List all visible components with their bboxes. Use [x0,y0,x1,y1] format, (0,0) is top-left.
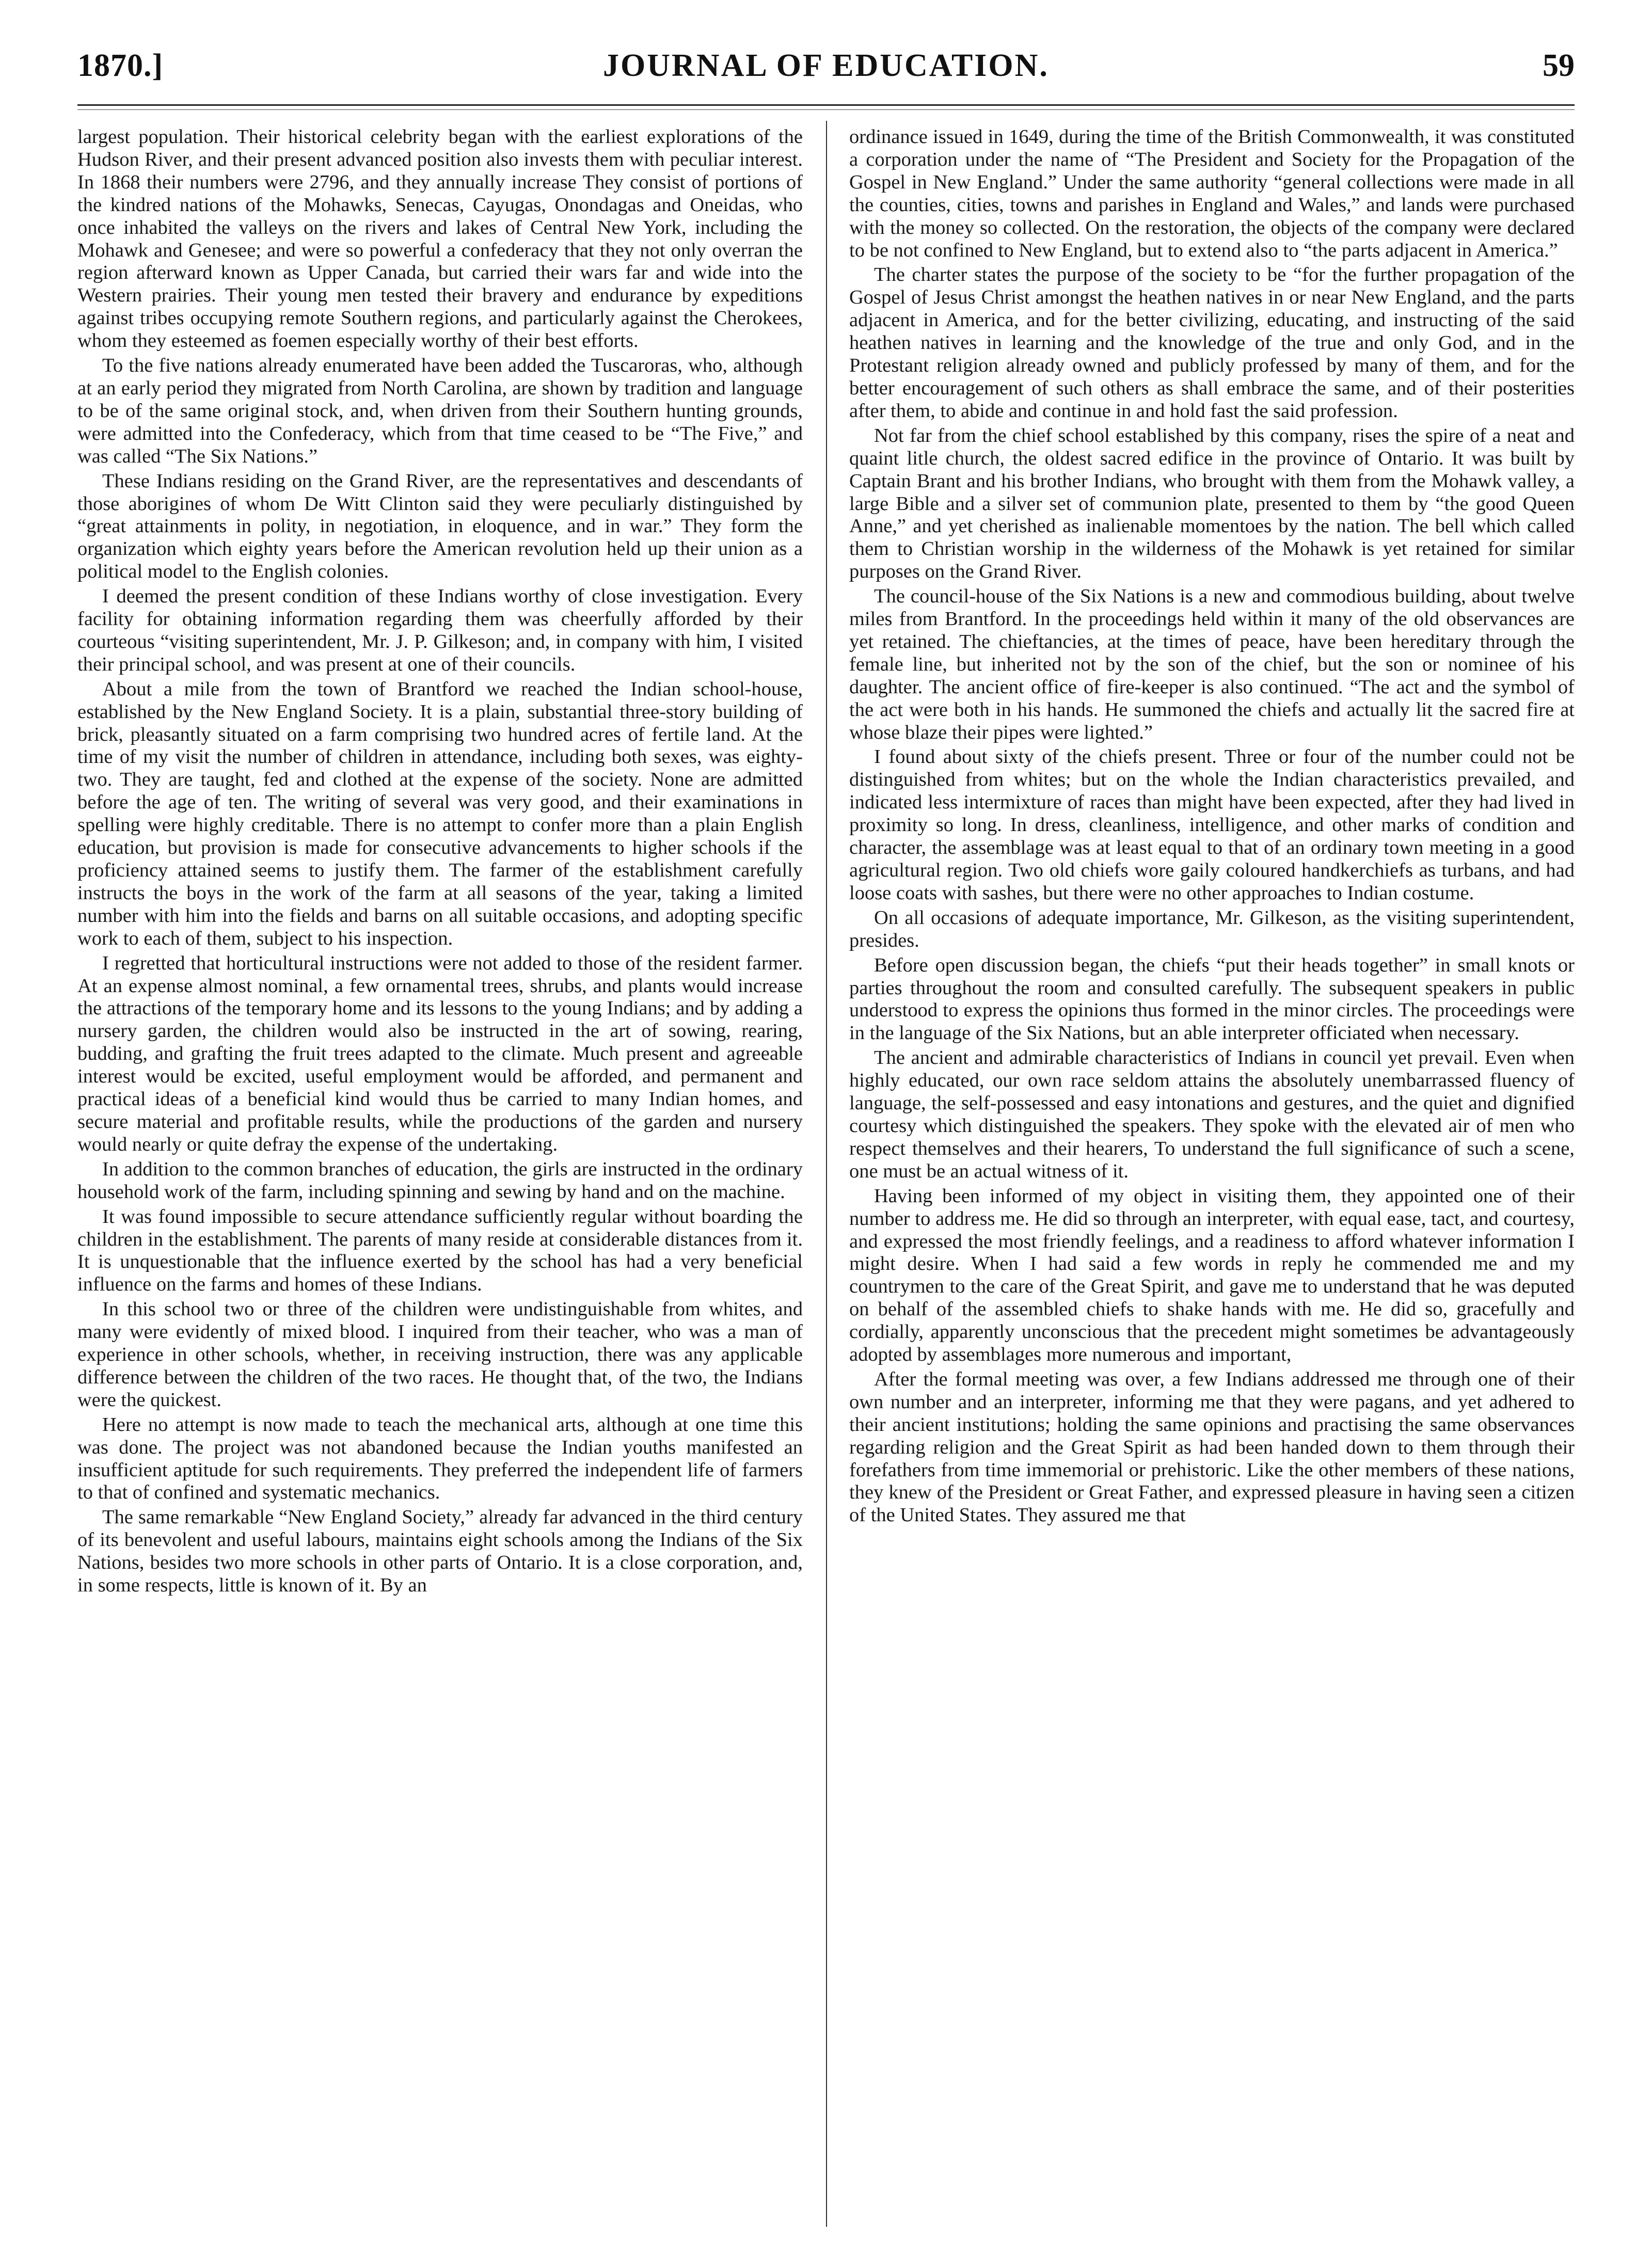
header-year: 1870.] [77,48,164,83]
paragraph: After the formal meeting was over, a few Indians addressed me through one of their own number and an interpreter, informing me that they were pagans, and yet adhered to their ancient institutions; holding the same opinions and practising the same observances regarding religion and the Great Spirit as had been handed down to them through their forefathers from time immemorial or prehistoric. Like the other members of these nations, they knew of the President or Great Father, and expressed pleasure in having seen a citizen of the United States. They assured me that [849,1368,1575,1526]
header-rule [77,104,1575,106]
paragraph: Not far from the chief school established by this company, rises the spire of a neat and quaint litle church, the oldest sacred edifice in the province of Ontario. It was built by Captain Brant and his brother Indians, who brought with them from the Mohawk valley, a large Bible and a silver set of communion plate, presented to them by “the good Queen Anne,” and yet cherished as inalienable momentoes by the nation. The bell which called them to Christian worship in the wilderness of the Mohawk is yet retained for similar purposes on the Grand River. [849,424,1575,583]
running-head [77,43,1575,90]
paragraph: I deemed the present condition of these Indians worthy of close investigation. Every facility for obtaining information regarding them was cheerfully afforded by their courteous “visiting superintendent, Mr. J. P. Gilkeson; and, in company with him, I visited their principal school, and was present at one of their councils. [77,585,803,675]
paragraph: The ancient and admirable characteristics of Indians in council yet prevail. Even when highly educated, our own race seldom attains the absolutely unembarrassed fluency of language, the self-possessed and easy intonations and gestures, and the quiet and dignified courtesy which distinguished the speakers. They spoke with the elevated air of men who respect themselves and their hearers, To understand the full significance of such a scene, one must be an actual witness of it. [849,1047,1575,1182]
paragraph: Here no attempt is now made to teach the mechanical arts, although at one time this was done. The project was not abandoned because the Indian youths manifested an insufficient aptitude for such requirements. They preferred the independent life of farmers to that of confined and systematic mechanics. [77,1413,803,1504]
right-column [849,126,1575,2222]
column-divider [826,121,827,2227]
paragraph: Before open discussion began, the chiefs “put their heads together” in small knots or parties throughout the room and consulted carefully. The subsequent speakers in public understood to express the opinions thus formed in the minor circles. The proceedings were in the language of the Six Nations, but an able interpreter officiated when necessary. [849,954,1575,1044]
header-rule-thin [77,109,1575,110]
paragraph: The charter states the purpose of the society to be “for the further propagation of the Gospel of Jesus Christ amongst the heathen natives in or near New England, and the parts adjacent in America, and for the better civilizing, educating, and instructing of the said heathen natives in learning and the knowledge of the true and only God, and in the Protestant religion already owned and publicly professed by many of them, and for the better encouragement of such others as shall embrace the same, and of their posterities after them, to abide and continue in and hold fast the said profession. [849,264,1575,422]
paragraph: largest population. Their historical celebrity began with the earliest explorations of the Hudson River, and their present advanced position also invests them with peculiar interest. In 1868 their numbers were 2796, and they annually increase They consist of portions of the kindred nations of the Mohawks, Senecas, Cayugas, Onondagas and Oneidas, who once inhabited the valleys on the rivers and lakes of Central New York, including the Mohawk and Genesee; and were so powerful a confederacy that they not only overran the region afterward known as Upper Canada, but carried their wars far and wide into the Western prairies. Their young men tested their bravery and endurance by expeditions against tribes occupying remote Southern regions, and particularly against the Cherokees, whom they esteemed as foemen especially worthy of their best efforts. [77,126,803,352]
paragraph: These Indians residing on the Grand River, are the representatives and descendants of those aborigines of whom De Witt Clinton said they were peculiarly distinguished by “great attainments in polity, in negotiation, in eloquence, and in war.” They form the organization which eighty years before the American revolution held up their union as a political model to the English colonies. [77,470,803,583]
journal-title: JOURNAL OF EDUCATION. [603,48,1049,83]
paragraph: ordinance issued in 1649, during the time of the British Commonwealth, it was constituted a corporation under the name of “The President and Society for the Propagation of the Gospel in New England.” Under the same authority “general collections were made in all the counties, cities, towns and parishes in England and Wales,” and lands were purchased with the money so collected. On the restoration, the objects of the company were declared to be not confined to New England, but to extend also to “the parts adjacent in America.” [849,126,1575,261]
left-column [77,126,803,2222]
paragraph: On all occasions of adequate importance, Mr. Gilkeson, as the visiting superintendent, presides. [849,906,1575,951]
paragraph: The same remarkable “New England Society,” already far advanced in the third century of its benevolent and useful labours, maintains eight schools among the Indians of the Six Nations, besides two more schools in other parts of Ontario. It is a close corporation, and, in some respects, little is known of it. By an [77,1506,803,1597]
paragraph: In addition to the common branches of education, the girls are instructed in the ordinary household work of the farm, including spinning and sewing by hand and on the machine. [77,1158,803,1203]
paragraph: In this school two or three of the children were undistinguishable from whites, and many were evidently of mixed blood. I inquired from their teacher, who was a man of experience in other schools, whether, in receiving instruction, there was any applicable difference between the children of the two races. He thought that, of the two, the Indians were the quickest. [77,1298,803,1411]
paragraph: I found about sixty of the chiefs present. Three or four of the number could not be distinguished from whites; but on the whole the Indian characteristics prevailed, and indicated less intermixture of races than might have been expected, after they had lived in proximity so long. In dress, cleanliness, intelligence, and other marks of condition and character, the assemblage was at least equal to that of an ordinary town meeting in a good agricultural region. Two old chiefs wore gaily coloured handkerchiefs as turbans, and had loose coats with sashes, but there were no other approaches to Indian costume. [849,746,1575,904]
paragraph: The council-house of the Six Nations is a new and commodious building, about twelve miles from Brantford. In the proceedings held within it many of the old observances are yet retained. The chieftancies, at the times of peace, have been hereditary through the female line, but inherited not by the son of the chief, but the son or nominee of his daughter. The ancient office of fire-keeper is also continued. “The act and the symbol of the act were both in his hands. He summoned the chiefs and actually lit the sacred fire at whose blaze their pipes were lighted.” [849,585,1575,743]
paragraph: I regretted that horticultural instructions were not added to those of the resident farmer. At an expense almost nominal, a few ornamental trees, shrubs, and plants would increase the attractions of the temporary home and its lessons to the young Indians; and by adding a nursery garden, the children would also be instructed in the art of sowing, rearing, budding, and grafting the fruit trees adapted to the climate. Much present and agreeable interest would be excited, useful employment would be afforded, and permanent and practical ideas of a beneficial kind would thus be carried to many Indian homes, and secure material and profitable results, while the productions of the garden and nursery would nearly or quite defray the expense of the undertaking. [77,952,803,1155]
paragraph: Having been informed of my object in visiting them, they appointed one of their number to address me. He did so through an interpreter, with equal ease, tact, and courtesy, and expressed the most friendly feelings, and a readiness to afford whatever information I might desire. When I had said a few words in reply he commended me and my countrymen to the care of the Great Spirit, and gave me to understand that he was deputed on behalf of the assembled chiefs to shake hands with me. He did so, gracefully and cordially, apparently unconscious that the precedent might sometimes be advantageously adopted by assemblages more numerous and important, [849,1185,1575,1366]
paragraph: It was found impossible to secure attendance sufficiently regular without boarding the children in the establishment. The parents of many reside at considerable distances from it. It is unquestionable that the influence exerted by the school has had a very beneficial influence on the farms and homes of these Indians. [77,1205,803,1296]
page-number: 59 [1543,48,1575,83]
paragraph: To the five nations already enumerated have been added the Tuscaroras, who, although at an early period they migrated from North Carolina, are shown by tradition and language to be of the same original stock, and, when driven from their Southern hunting grounds, were admitted into the Confederacy, which from that time ceased to be “The Five,” and was called “The Six Nations.” [77,355,803,467]
paragraph: About a mile from the town of Brantford we reached the Indian school-house, established by the New England Society. It is a plain, substantial three-story building of brick, pleasantly situated on a farm comprising two hundred acres of fertile land. At the time of my visit the number of children in attendance, including both sexes, was eighty-two. They are taught, fed and clothed at the expense of the society. None are admitted before the age of ten. The writing of several was very good, and their examinations in spelling were highly creditable. There is no attempt to confer more than a plain English education, but provision is made for consecutive advancements to higher schools if the proficiency attained seems to justify them. The farmer of the establishment carefully instructs the boys in the work of the farm at all seasons of the year, taking a limited number with him into the fields and barns on all suitable occasions, and adopting specific work to each of them, subject to his inspection. [77,678,803,949]
journal-page [77,43,1575,2232]
